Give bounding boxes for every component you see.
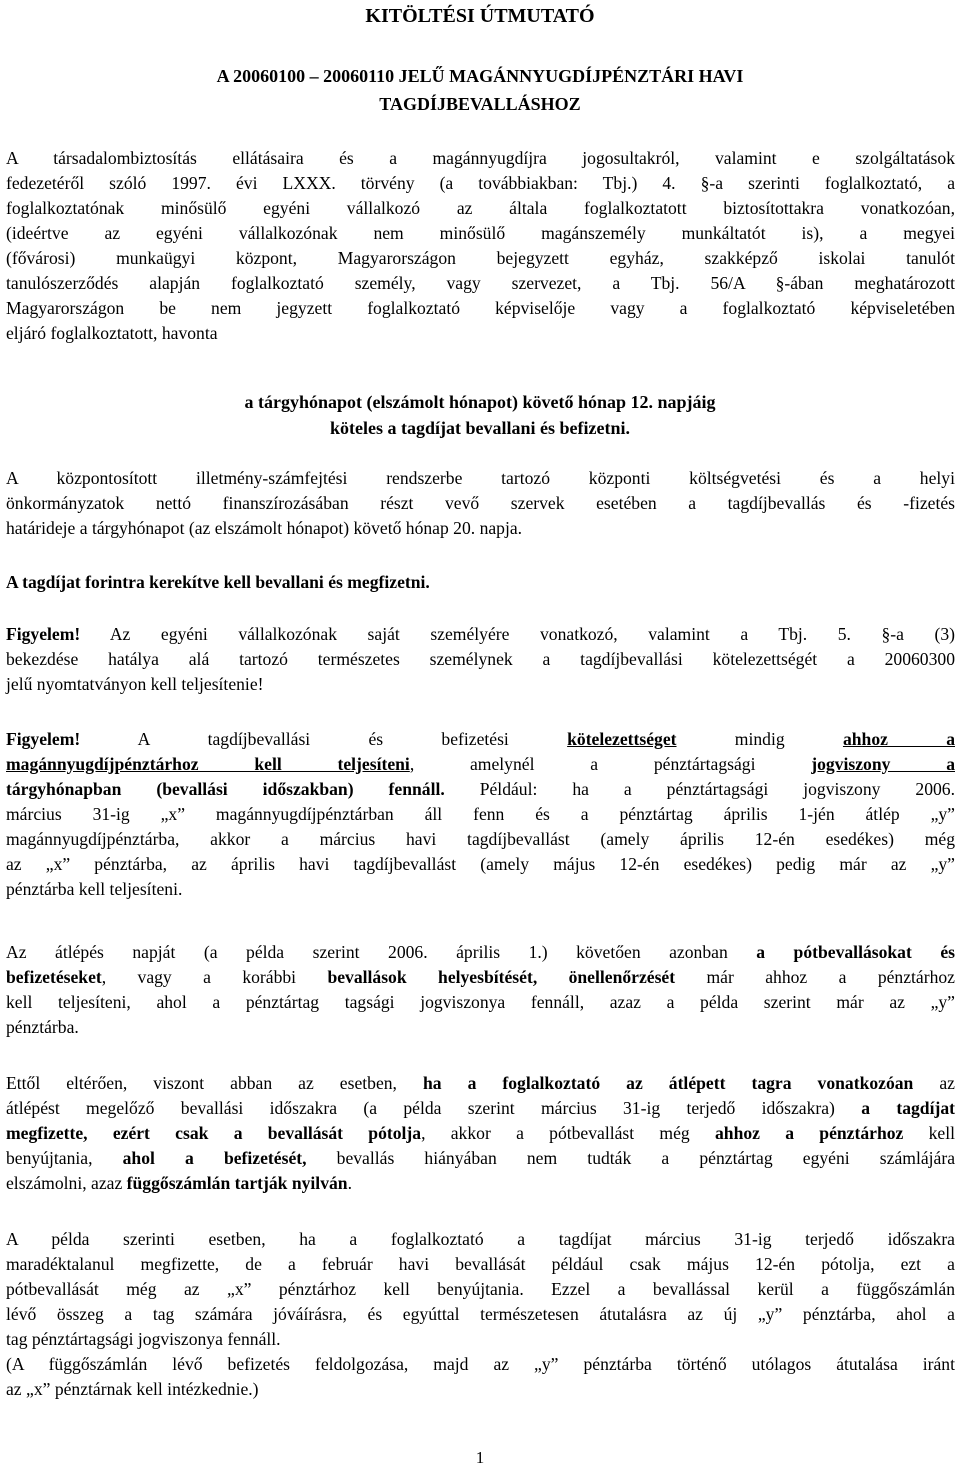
text-run-emphasis: megfizette, ezért csak a bevallását pótolja [6,1123,422,1143]
text-run-emphasis: bevallások helyesbítését, önellenőrzését [327,967,676,987]
text-line: (A függőszámlán lévő befizetés feldolgozása, majd az „y” pénztárba történő utólagos átutalása iránt [6,1354,955,1374]
text-run-emphasis: jogviszony a [811,754,955,774]
page-number: 1 [475,1448,485,1467]
warning-label: Figyelem! [6,729,81,749]
text-line: A példa szerinti esetben, ha a foglalkoztató a tagdíjat március 31-ig terjedő időszakra [6,1229,955,1249]
paragraph-warning-2 [6,727,955,902]
text-run-emphasis: a tagdíjat [861,1098,955,1118]
text-line [6,777,955,802]
text-run: kell [903,1123,956,1143]
text-run-emphasis: tárgyhónapban (bevallási időszakban) fennáll. [6,779,445,799]
deadline-line2: köteles a tagdíjat bevallani és befizetni. [330,418,630,438]
paragraph-example [6,1227,955,1402]
text-line: (ideértve az egyéni vállalkozónak nem minősülő magánszemély munkáltatót is), a megyei [6,223,955,243]
text-line: március 31-ig „x” magánnyugdíjpénztárban áll fenn és a pénztártag április 1-jén átlép „y” [6,804,955,824]
text-run-emphasis: kötelezettséget [567,729,677,749]
text-line [6,1096,955,1121]
text-line [6,1121,955,1146]
text-line [6,752,955,777]
text-line: tag pénztártagsági jogviszonya fennáll. [6,1329,281,1349]
text-line: Magyarországon be nem jegyzett foglalkoztató képviselője vagy a foglalkoztató képviseletében [6,298,955,318]
text-line: pótbevallását még az „x” pénztárhoz kell benyújtania. Ezzel a bevallással kerül a függőszámlán [6,1279,955,1299]
text-line [6,940,955,965]
text-line: A központosított illetmény-számfejtési rendszerbe tartozó központi költségvetési és a helyi [6,468,955,488]
text-line: tanulószerződés alapján foglalkoztató személy, vagy szervezet, a Tbj. 56/A §-ában meghatározott [6,273,955,293]
paragraph-exception [6,1071,955,1196]
text-line: (fővárosi) munkaügyi központ, Magyarországon bejegyzett egyház, szakképző iskolai tanulót [6,248,955,268]
text-run: bevallás hiányában nem tudták a pénztártag egyéni számlájára [306,1148,956,1168]
text-run: átlépést megelőző bevallási időszakra (a példa szerint március 31-ig terjedő időszakra) [6,1098,862,1118]
text-line: pénztárba. [6,1017,79,1037]
text-run: benyújtania, [6,1148,123,1168]
text-line: az „x” pénztárba, az április havi tagdíjbevallást (amely május 12-én esedékes) pedig már az „y” [6,854,955,874]
text-run-emphasis: magánnyugdíjpénztárhoz kell teljesíteni [6,754,410,774]
text-line [6,622,955,647]
text-run: . [347,1173,352,1193]
text-line: maradéktalanul megfizette, de a február havi bevallását például csak május 12-én pótolja, ezt a [6,1254,955,1274]
warning-label: Figyelem! [6,624,81,644]
text-run: Például: ha a pénztártagsági jogviszony 2006. [444,779,955,799]
text-line: eljáró foglalkoztatott, havonta [6,323,218,343]
text-run-emphasis: befizetéseket [6,967,102,987]
text-run: az [913,1073,955,1093]
text-line [6,1171,955,1196]
text-line [6,727,955,752]
text-line: foglalkoztatónak minősülő egyéni vállalkozó az általa foglalkoztatott biztosítottakra vonatkozóan, [6,198,955,218]
text-run-emphasis: ha a foglalkoztató az átlépett tagra vonatkozóan [422,1073,914,1093]
deadline-line1: a tárgyhónapot (elszámolt hónapot) követő hónap 12. napjáig [244,392,716,412]
text-line: önkormányzatok nettó finanszírozásában részt vevő szervek esetében a tagdíjbevallás és -fizetés [6,493,955,513]
text-line: A társadalombiztosítás ellátásaira és a magánnyugdíjra jogosultakról, valamint e szolgáltatások [6,148,955,168]
text-run-emphasis: függőszámlán tartják nyilván [126,1173,348,1193]
document-subtitle-line2: TAGDÍJBEVALLÁSHOZ [379,94,581,114]
text-run-emphasis: ahhoz a pénztárhoz [715,1123,904,1143]
text-run-emphasis: ahol a befizetését, [122,1148,307,1168]
text-run: , akkor a pótbevallást még [421,1123,715,1143]
text-line: lévő összeg a tag számára jóváírásra, és egyúttal természetesen átutalásra az új „y” pénztárba, ahol a [6,1304,955,1324]
text-run: A tagdíjbevallási és befizetési [80,729,568,749]
paragraph-transfer [6,940,955,1040]
text-line: határideje a tárgyhónapot (az elszámolt hónapot) követő hónap 20. napja. [6,518,523,538]
text-run-emphasis: ahhoz a [842,729,956,749]
text-line [6,1071,955,1096]
text-line: jelű nyomtatványon kell teljesítenie! [6,674,264,694]
text-run: elszámolni, azaz [6,1173,127,1193]
text-line: fedezetéről szóló 1997. évi LXXX. törvény (a továbbiakban: Tbj.) 4. §-a szerinti foglalkoztató, a [6,173,955,193]
text-run: , amelynél a pénztártagsági [409,754,812,774]
text-line: bekezdése hatálya alá tartozó természetes személynek a tagdíjbevallási kötelezettségét a 20060300 [6,649,955,669]
text-run: Az átlépés napját (a példa szerint 2006. április 1.) követően azonban [6,942,757,962]
text-line [6,1146,955,1171]
text-line: kell teljesíteni, ahol a pénztártag tagsági jogviszonya fennáll, azaz a példa szerint már az „y” [6,992,955,1012]
text-run: már ahhoz a pénztárhoz [675,967,955,987]
text-run: mindig [676,729,843,749]
document-subtitle-line1: A 20060100 – 20060110 JELŰ MAGÁNNYUGDÍJPÉNZTÁRI HAVI [216,66,744,86]
document-title: KITÖLTÉSI ÚTMUTATÓ [365,5,595,27]
paragraph-warning-1 [6,622,955,697]
paragraph-central-budget [6,466,955,541]
paragraph-rounding [6,570,955,595]
paragraph-intro [6,146,955,346]
text-run: Az egyéni vállalkozónak saját személyére vonatkozó, valamint a Tbj. 5. §-a (3) [80,624,955,644]
text-line: A tagdíjat forintra kerekítve kell bevallani és megfizetni. [6,572,430,592]
text-line: pénztárba kell teljesíteni. [6,879,183,899]
text-line [6,965,955,990]
text-run-emphasis: a pótbevallásokat és [756,942,955,962]
text-run: Ettől eltérően, viszont abban az esetben, [6,1073,423,1093]
text-run: , vagy a korábbi [101,967,328,987]
text-line: az „x” pénztárnak kell intézkednie.) [6,1379,259,1399]
text-line: magánnyugdíjpénztárba, akkor a március havi tagdíjbevallást (amely április 12-én esedékes) még [6,829,955,849]
